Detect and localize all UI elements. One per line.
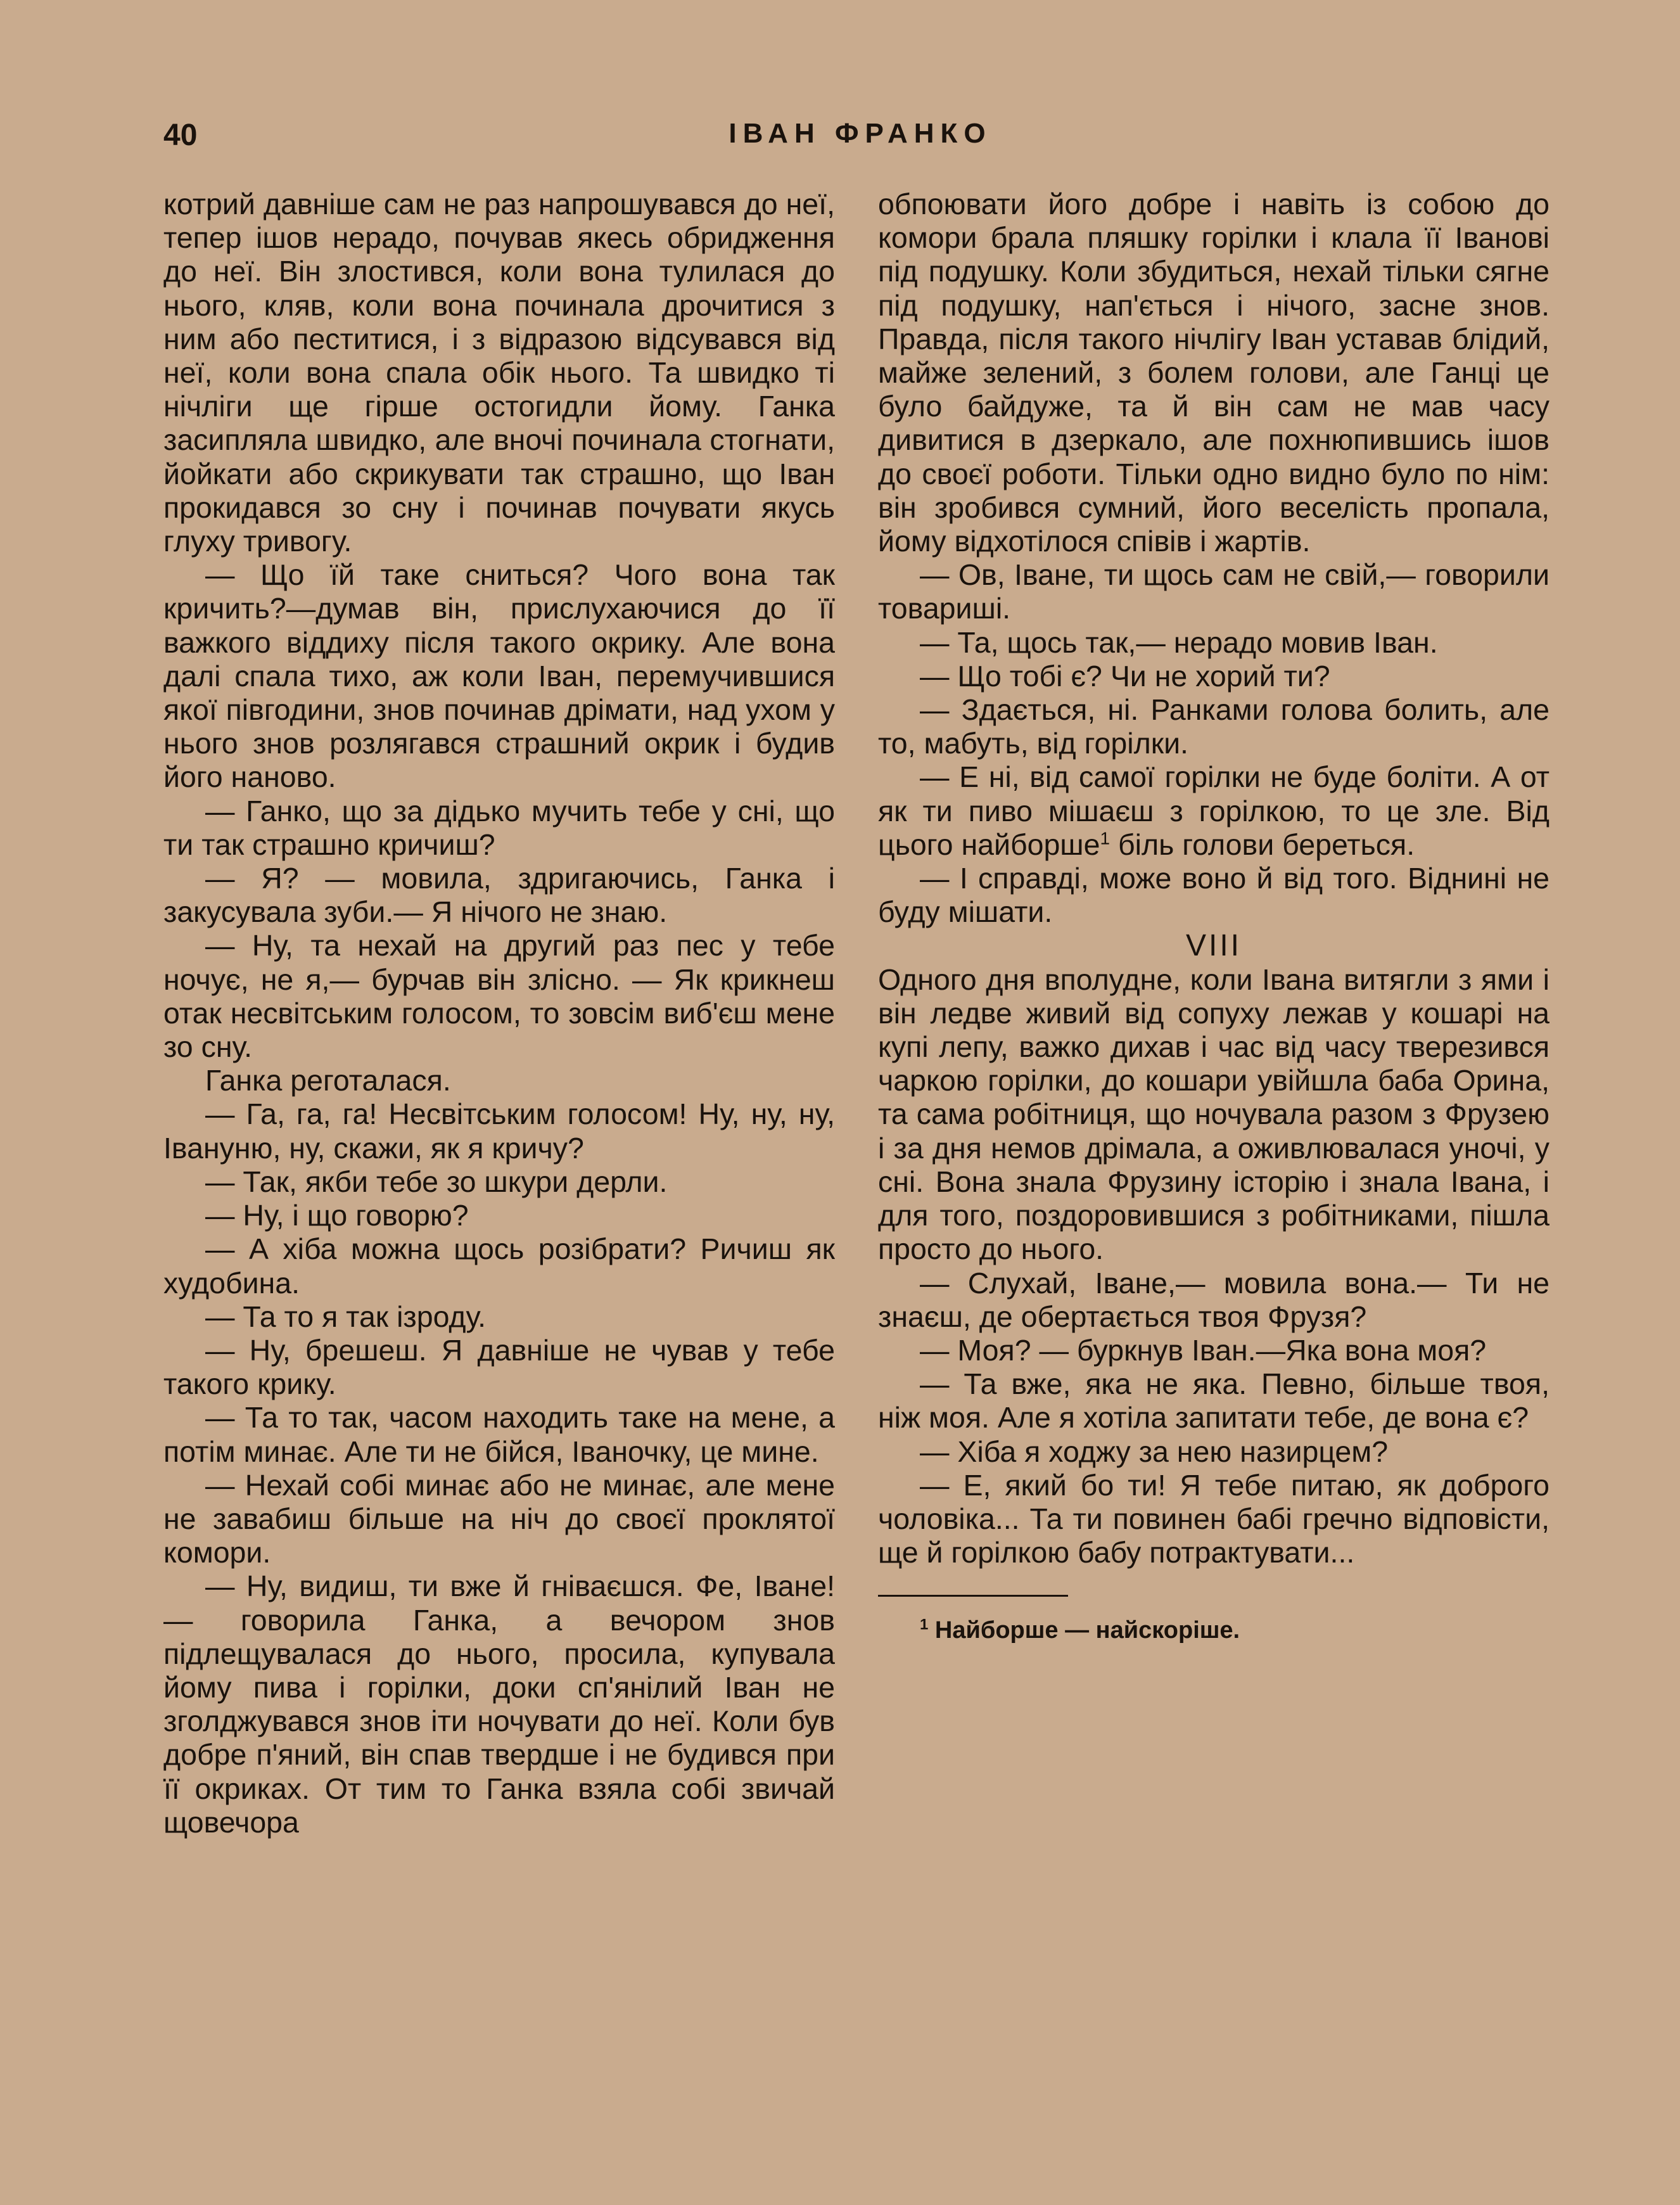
paragraph: — Моя? — буркнув Іван.—Яка вона моя? [920,1333,1487,1367]
section-heading: VIII [1185,929,1242,963]
footnote-mark: 1 [1100,828,1110,848]
paragraph-text: біль голови береться. [1110,828,1415,861]
paragraph: — А хіба можна щось розібрати? Ричиш як худобина. [163,1232,835,1300]
paragraph: — Та то я так ізроду. [205,1300,487,1333]
paragraph: — І справді, може воно й від того. Віднині не буду мішати. [878,862,1550,929]
paragraph: — Ну, та нехай на другий раз пес у тебе ночує, не я,— бурчав він злісно. — Як крикнеш отак несвітським голосом, то зовсім виб'єш мене зо сну. [163,929,835,1064]
page-header [163,118,1557,162]
paragraph: — Та то так, часом находить таке на мене, а потім минає. Але ти не бійся, Іваночку, це мине. [163,1401,835,1468]
footnote-divider [878,1595,1068,1597]
page-number: 40 [163,118,198,152]
footnote-mark: 1 [920,1616,929,1633]
paragraph: — Так, якби тебе зо шкури дерли. [205,1165,668,1198]
paragraph: Одного дня вполудне, коли Івана витягли з ями і він ледве живий від сопуху лежав у кошарі на купі лепу, важко дихав і час від часу тверезився чаркою горілки, до кошари увійшла баба Орина, та сама робітниця, що ночувала разом з Фрузею і за дня немов дрімала, а оживлювалася уночі, у сні. Вона знала Фрузину історію і знала Івана, і для того, поздоровившися з робітниками, пішла просто до нього. [878,962,1550,1266]
footnote [878,1616,1550,1645]
paragraph: — Що тобі є? Чи не хорий ти? [920,659,1330,693]
right-column [878,188,1550,1645]
paragraph: — Слухай, Іване,— мовила вона.— Ти не знаєш, де обертається твоя Фрузя? [878,1266,1550,1333]
paragraph: обпоювати його добре і навіть із собою до комори брала пляшку горілки і клала її Іванові під подушку. Коли збудиться, нехай тільки сягне під подушку, нап'ється і нічого, засне знов. Правда, після такого нічлігу Іван уставав блідий, майже зелений, з болем голови, але Ганці це було байдуже, та й він сам не мав часу дивитися в дзеркало, але похнюпившись ішов до своєї роботи. Тільки одно видно було по нім: він зробився сумний, його веселість пропала, йому відхотілося співів і жартів. [878,188,1550,558]
paragraph: Ганка реготалася. [205,1064,451,1097]
paragraph-with-footnote [878,760,1550,862]
paragraph: — Що їй таке сниться? Чого вона так кричить?—думав він, прислухаючися до її важкого віддиху після такого окрику. Але вона далі спала тихо, аж коли Іван, перемучившися якої півгодини, знов починав дрімати, над ухом у нього знов розлягався страшний окрик і будив його наново. [163,558,835,794]
paragraph: — Та вже, яка не яка. Певно, більше твоя, ніж моя. Але я хотіла запитати тебе, де вона є? [878,1367,1550,1435]
paragraph: котрий давніше сам не раз напрошувався до неї, тепер ішов нерадо, почував якесь обридження до неї. Він злостився, коли вона тулилася до нього, кляв, коли вона починала дрочитися з ним або пеститися, і з відразою відсувався від неї, коли вона спала обік нього. Та швидко ті нічліги ще гірше остогидли йому. Ганка засипляла швидко, але вночі починала стогнати, йойкати або скрикувати так страшно, що Іван прокидався зо сну і починав почувати якусь глуху тривогу. [163,188,835,558]
paragraph: — Нехай собі минає або не минає, але мене не завабиш більше на ніч до своєї проклятої комори. [163,1468,835,1569]
footnote-text: Найборше — найскоріше. [934,1617,1240,1644]
paragraph: — Ов, Іване, ти щось сам не свій,— говорили товариші. [878,558,1550,625]
paragraph: — Га, га, га! Несвітським голосом! Ну, ну, ну, Івануню, ну, скажи, як я кричу? [163,1097,835,1165]
paragraph: — Та, щось так,— нерадо мовив Іван. [920,625,1438,659]
paragraph: — Ганко, що за дідько мучить тебе у сні, що ти так страшно кричиш? [163,794,835,861]
paragraph: — Ну, і що говорю? [205,1199,469,1232]
paragraph: — Здається, ні. Ранками голова болить, але то, мабуть, від горілки. [878,693,1550,760]
paragraph: — Хіба я ходжу за нею назирцем? [920,1435,1389,1468]
running-title: ІВАН ФРАНКО [729,118,992,149]
paragraph: — Я? — мовила, здригаючись, Ганка і закусувала зуби.— Я нічого не знаю. [163,862,835,929]
paragraph: — Ну, видиш, ти вже й гніваєшся. Фе, Іване! — говорила Ганка, а вечором знов підлещувалася до нього, просила, купувала йому пива і горілки, доки сп'янілий Іван не зголджувався знов іти ночувати до неї. Коли був добре п'яний, він спав твердше і не будився при її окриках. От тим то Ганка взяла собі звичай щовечора [163,1569,835,1839]
paragraph-text: — Е ні, від самої горілки не буде боліти. А от як ти пиво мішаєш з горілкою, то це зле. Від цього найборше [878,760,1550,861]
left-column [163,188,835,1839]
paragraph: — Ну, брешеш. Я давніше не чував у тебе такого крику. [163,1333,835,1401]
paragraph: — Е, який бо ти! Я тебе питаю, як доброго чоловіка... Та ти повинен бабі гречно відповісти, ще й горілкою бабу потрактувати... [878,1468,1550,1569]
